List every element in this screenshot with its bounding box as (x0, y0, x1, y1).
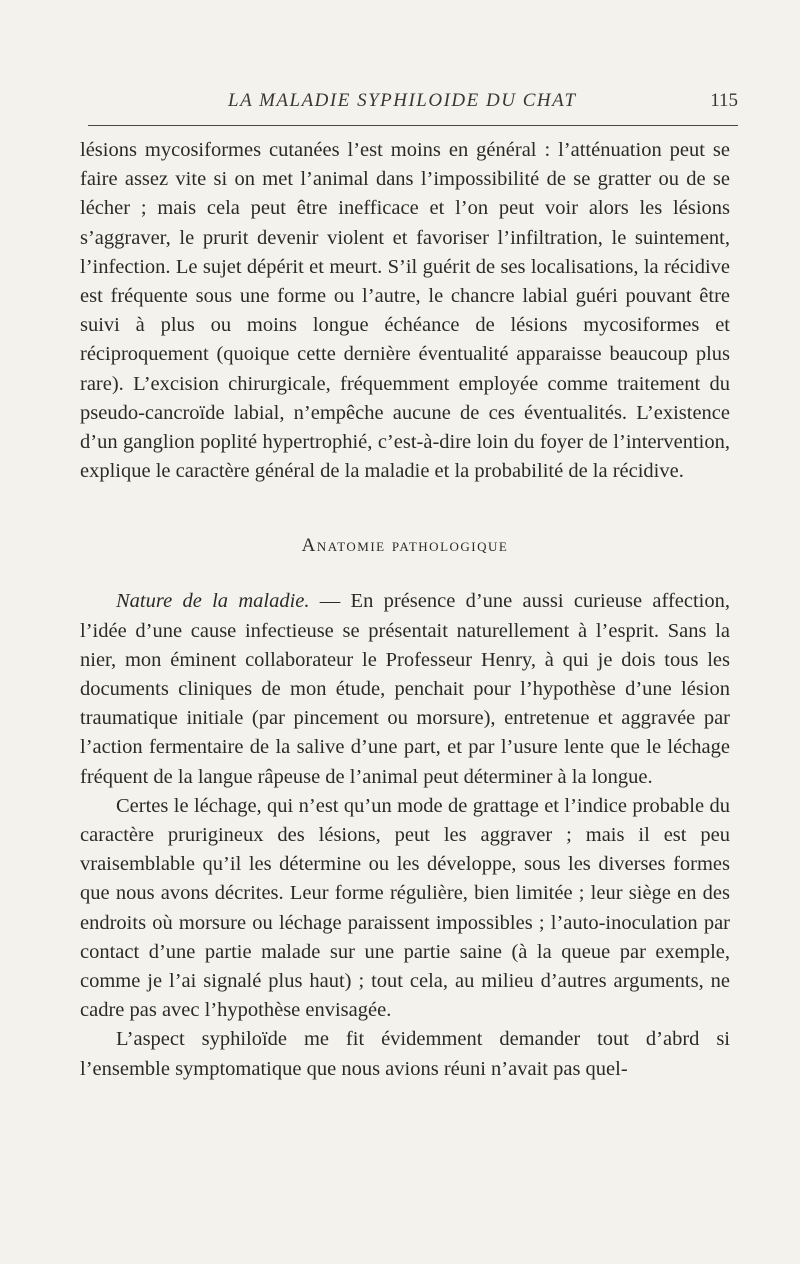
running-title: LA MALADIE SYPHILOIDE DU CHAT (228, 90, 577, 111)
section-heading: Anatomie pathologique (301, 535, 509, 557)
subsection-text: — En présence d’une aussi curieuse affection, l’idée d’une cause infectieuse se présentait naturellement à l’esprit. Sans la nier, mon éminent collaborateur le Professeur Henry, à qui je dois tous les documents cliniques de mon étude, penchait pour l’hypothèse d’une lésion traumatique initiale (par pincement ou morsure), entretenue et aggravée par l’action fermentaire de la salive d’une part, et par l’usure lente que le léchage fréquent de la langue râpeuse de l’animal peut déterminer à la longue. (80, 590, 730, 788)
running-head (88, 90, 738, 116)
paragraph-certes: Certes le léchage, qui n’est qu’un mode de grattage et l’indice probable du caractère prurigineux des lésions, peut les aggraver ; mais il est peu vraisemblable qu’il les détermine ou les développe, sous les diverses formes que nous avons décrites. Leur forme régulière, bien limitée ; leur siège en des endroits où morsure ou léchage paraissent impossibles ; l’auto-inoculation par contact d’une partie malade sur une partie saine (à la queue par exemple, comme je l’ai signalé plus haut) ; tout cela, au milieu d’autres arguments, ne cadre pas avec l’hypothèse envisagée. (80, 794, 730, 1022)
page-number: 115 (710, 90, 738, 111)
paragraph-nature (80, 587, 730, 791)
body-text (80, 136, 730, 1084)
paragraph-continued: lésions mycosiformes cutanées l’est moins en général : l’atténuation peut se faire assez vite si on met l’animal dans l’impossibilité de se gratter ou de se lécher ; mais cela peut être inefficace et l’on peut voir alors les lésions s’aggraver, le prurit devenir violent et favoriser l’infiltration, le suintement, l’infection. Le sujet dépérit et meurt. S’il guérit de ses localisations, la récidive est fréquente sous une forme ou l’autre, le chancre labial guéri pouvant être suivi à plus ou moins longue échéance de lésions mycosiformes et réciproquement (quoique cette dernière éventualité apparaisse beaucoup plus rare). L’excision chirurgicale, fréquemment employée comme traitement du pseudo-cancroïde labial, n’empêche aucune de ces éventualités. L’existence d’un ganglion poplité hypertrophié, c’est-à-dire loin du foyer de l’intervention, explique le caractère général de la maladie et la probabilité de la récidive. (80, 139, 730, 483)
subsection-lead: Nature de la maladie. (116, 590, 310, 613)
paragraph-aspect: L’aspect syphiloïde me fit évidemment demander tout d’abrd si l’ensemble symptomatique que nous avions réuni n’avait pas quel- (80, 1028, 730, 1080)
header-rule (88, 125, 738, 126)
